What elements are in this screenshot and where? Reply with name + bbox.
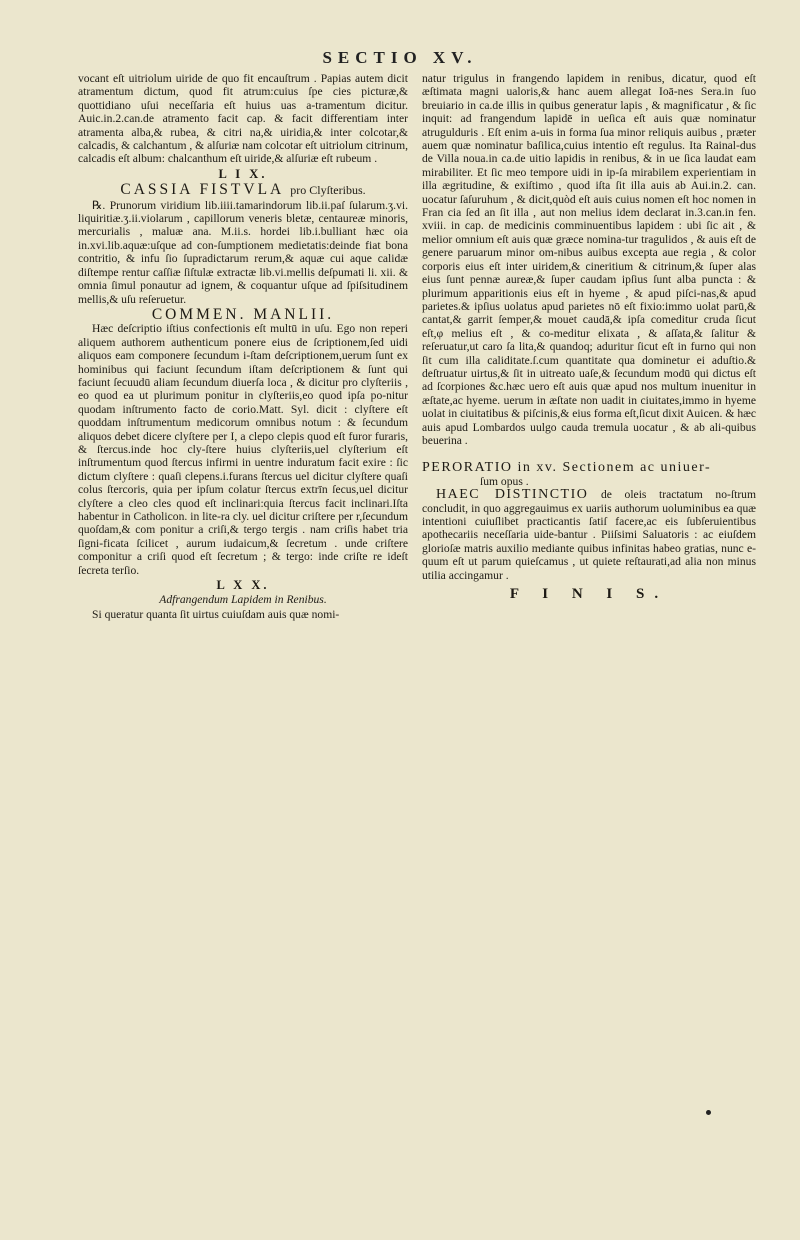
left-paragraph-trigulus-start: Si queratur quanta ſit uirtus cuiuſdam auis quæ nomi- (92, 607, 340, 621)
heading-cassia-title: CASSIA FISTVLA (120, 181, 284, 199)
heading-commentary-manlii: COMMEN. MANLII. (151, 305, 335, 323)
peroratio-lead: HAEC DISTINCTIO (436, 487, 589, 503)
commentary-text: Hæc deſcriptio iſtius confectionis eſt multū in uſu. Ego non reperi aliquem authorem authenticum ponere eius de ſcriptionem,ſed uidi aliquos eam componere ſecundum i-ſtam deſcriptionem,uerum ſunt ex hominibus qui faciunt ſecundum iſtam deſcriptionem & ſunt qui faciunt ſecuudū aliam ſecundum diuerſa loca , & dicitur pro clyſteriis , eo quod ea ut plurimum ponitur in clyſteriis,eo quod ipſa po-nitur quodam inſtrumento facto de corio.Matt. Syl. dicit : clyſtere eſt quoddam inſtrumentum medicorum omnibus notum : & ſecundum aliquos debet dicere clyſtere per I, a clepo clepis quod eſt furor furaris, & ſtercus.inde hoc cly-ſtere huius clyſteriis,uel clyſterium eſt inſtrumentum quod ſtercus infirmi in uentre induratum facit exire : ſic dictum clyſtere : quaſi clepens.i.furans ſtercus uel dicitur clyſtere quaſi colus ſtercoris, quia per ipſum colatur ſtercus extrīn ſecus,uel dicitur clyſtere a cleo cles quod eſt inclinari:quia ſtercus facit inclinari.Iſta habentur in Catholicon. in lite-ra cly. uel dicitur criſtere per r,ſecundum quoſdam,& com ponitur a criſi,& tergo tergis . nam criſis habet tria ſigni-ficata ſcilicet , aurum iudaicum,& ſecretum . unde criſtere componitur a criſi quod eſt ſecretum ; & tergo: inde criſte re ideſt ſecreta terſio. (78, 322, 408, 577)
heading-cassia-fistula (78, 183, 408, 197)
peroratio-text (422, 488, 756, 582)
heading-cassia-subtitle: pro Clyſteribus. (290, 183, 366, 198)
heading-ad-frangendum: Adfrangendum Lapidem in Renibus. (159, 593, 327, 607)
section-number-lxx: L X X. (216, 578, 270, 593)
finis-mark: F I N I S. (509, 586, 669, 603)
heading-peroratio-sub: ſum opus . (480, 474, 529, 488)
left-paragraph-atramentum: vocant eſt uitriolum uiride de quo fit encauſtrum . Papias autem dicit atramentum dictum, quod fit atrum:cuius ſpe cies picturæ,& quottidiano uſui neceſſaria eſt huius uas a-tramentum dicitur. Auic.in.2.can.de atramento facit cap. & facit differentiam inter atramenta alba,& rubea, & citri na,& uiridia,& inter colcotar,& calcadis, & calchantum , & alſuriæ nam colcotar eſt uitriolum citrinum, calcadis eſt album: chalcanthum eſt uiride,& alſuriæ eſt rubeum . (78, 72, 409, 166)
recipe-cassia: ℞. Prunorum viridium lib.iiii.tamarindorum lib.ii.paſ ſularum.ʒ.vi. liquiritiæ.ʒ.ii.violarum , capillorum veneris bletæ, centaureæ minoris, mercurialis , maluæ ana. M.ii.s. hordei lib.i.bulliant hæc oia in.xvi.lib.aquæ:uſque ad con-ſumptionem medietatis:deinde fiat bona contritio, & infu ſio ſupradictarum rerum,& aquæ cui aque calidæ diſtempe rentur caſſiæ ſiſtulæ extractæ lib.vi.mellis deſpumati li. xii. & omnia ſimul ponautur ad ignem, & coquantur uſque ad ſpiſsitudinem mellis,& uſu reſeruetur. (78, 198, 408, 306)
right-column (422, 72, 756, 601)
peroratio-body: de oleis tractatum no-ſtrum concludit, in quo aggregauimus ex uariis authorum uoluminibus ea quæ intentioni cuiuſlibet practicantis ſatiſ facere,ac eis ſubſeruientibus apothecariis neceſſaria uide-bantur . Piiſsimi Saluatoris : ac eiuſdem glorioſæ matris auxilio mediante quibus infinitas habeo gratias, nunc e-quum eſt ut parum quieſcamus , ut quiete reſtaurati,ad alia non minus utilia accingamur . (422, 488, 756, 582)
left-column (78, 72, 408, 621)
running-head: SECTIO XV. (322, 48, 478, 67)
heading-peroratio: PERORATIO in xv. Sectionem ac uniuer- (422, 460, 712, 476)
section-number-lix: L I X. (218, 166, 268, 181)
ink-spot (706, 1110, 711, 1115)
right-paragraph-trigulus: natur trigulus in frangendo lapidem in renibus, dicatur, quod eſt æſtimata magni ualoris,& hanc auem allegat Ioā-nes Sera.in ſuo breuiario in ca.de illis in quibus generatur lapis , & magnificatur , & ſic inquit: ad frangendum lapidē in ueſica eſt auis quæ nominatur atrugulduris . Eſt enim a-uis in forma ſua minor reliquis auibus , præter auem quæ nominatur baſilica,cuius intentio eſt regulus. Ita Rainal-dus de Villa noua.in ca.de uitio lapidis in renibus, & in ue ſica laudat eam mirabiliter. Et ſic meo tempore uidi in ip-ſa mirabilem experientiam in illa ægritudine, & exiſtimo , quod iſta ſit illa auis ab Aui.in.2. can. uocatur ſaſuruhum , & dicit,quòd eſt auis cuius nomen eſt hoc nomen in Fran cia ſed an ſit illa , aut non melius idem declarat in.3.can.in fen. xviii. in cap. de medicinis comminuentibus lapidem : ubi ſic ait , & melior omnium eſt auis quæ græce nomina-tur tragulidos , & auis eſt de genere paruarum minor om-nibus auibus excepta aue regia , & color corporis eius eſt inter uiridem,& cineritium & citrinum,& ſuper alas eius ſunt pennæ aureæ,& ſuper caudam ipſius ſunt alba puncta : & plurimum apparitionis eius eſt in hyeme , & apud piſci-nas,& apud parietes.& ipſius uolatus apud parietes nō eſt fixio:immo uolat parū,& cantat,& garrit ſemper,& mouet caudā,& ipſa comeditur cruda ſicut eſt,φ melius eſt , & co-meditur elixata , & aſſata,& ſalitur & reſeruatur,ut caro ſa lita,& quandoq; aduritur ſicut eſt in furno qui non ſit cum illa caliditate.ſ.cum quantitate qua dominetur ei aduſtio.& deſtruatur uirtus,& ſit in uitreato uaſe,& ſecundum modū qui dictus eſt ad ſcorpiones &c.hæc uero eſt auis quæ apud nos multum inuenitur in æſtate,ac hyeme. uerum in æſtate non uadit in ciuitates,immo in hyeme uolat in ciuitatibus & piſcinis,& eius forma eſt,ſicut dixit Auicen. & hæc auis apud Lombardos uulgo cauda tremula uocatur , & ab ali-quibus beuerina . (422, 72, 756, 447)
